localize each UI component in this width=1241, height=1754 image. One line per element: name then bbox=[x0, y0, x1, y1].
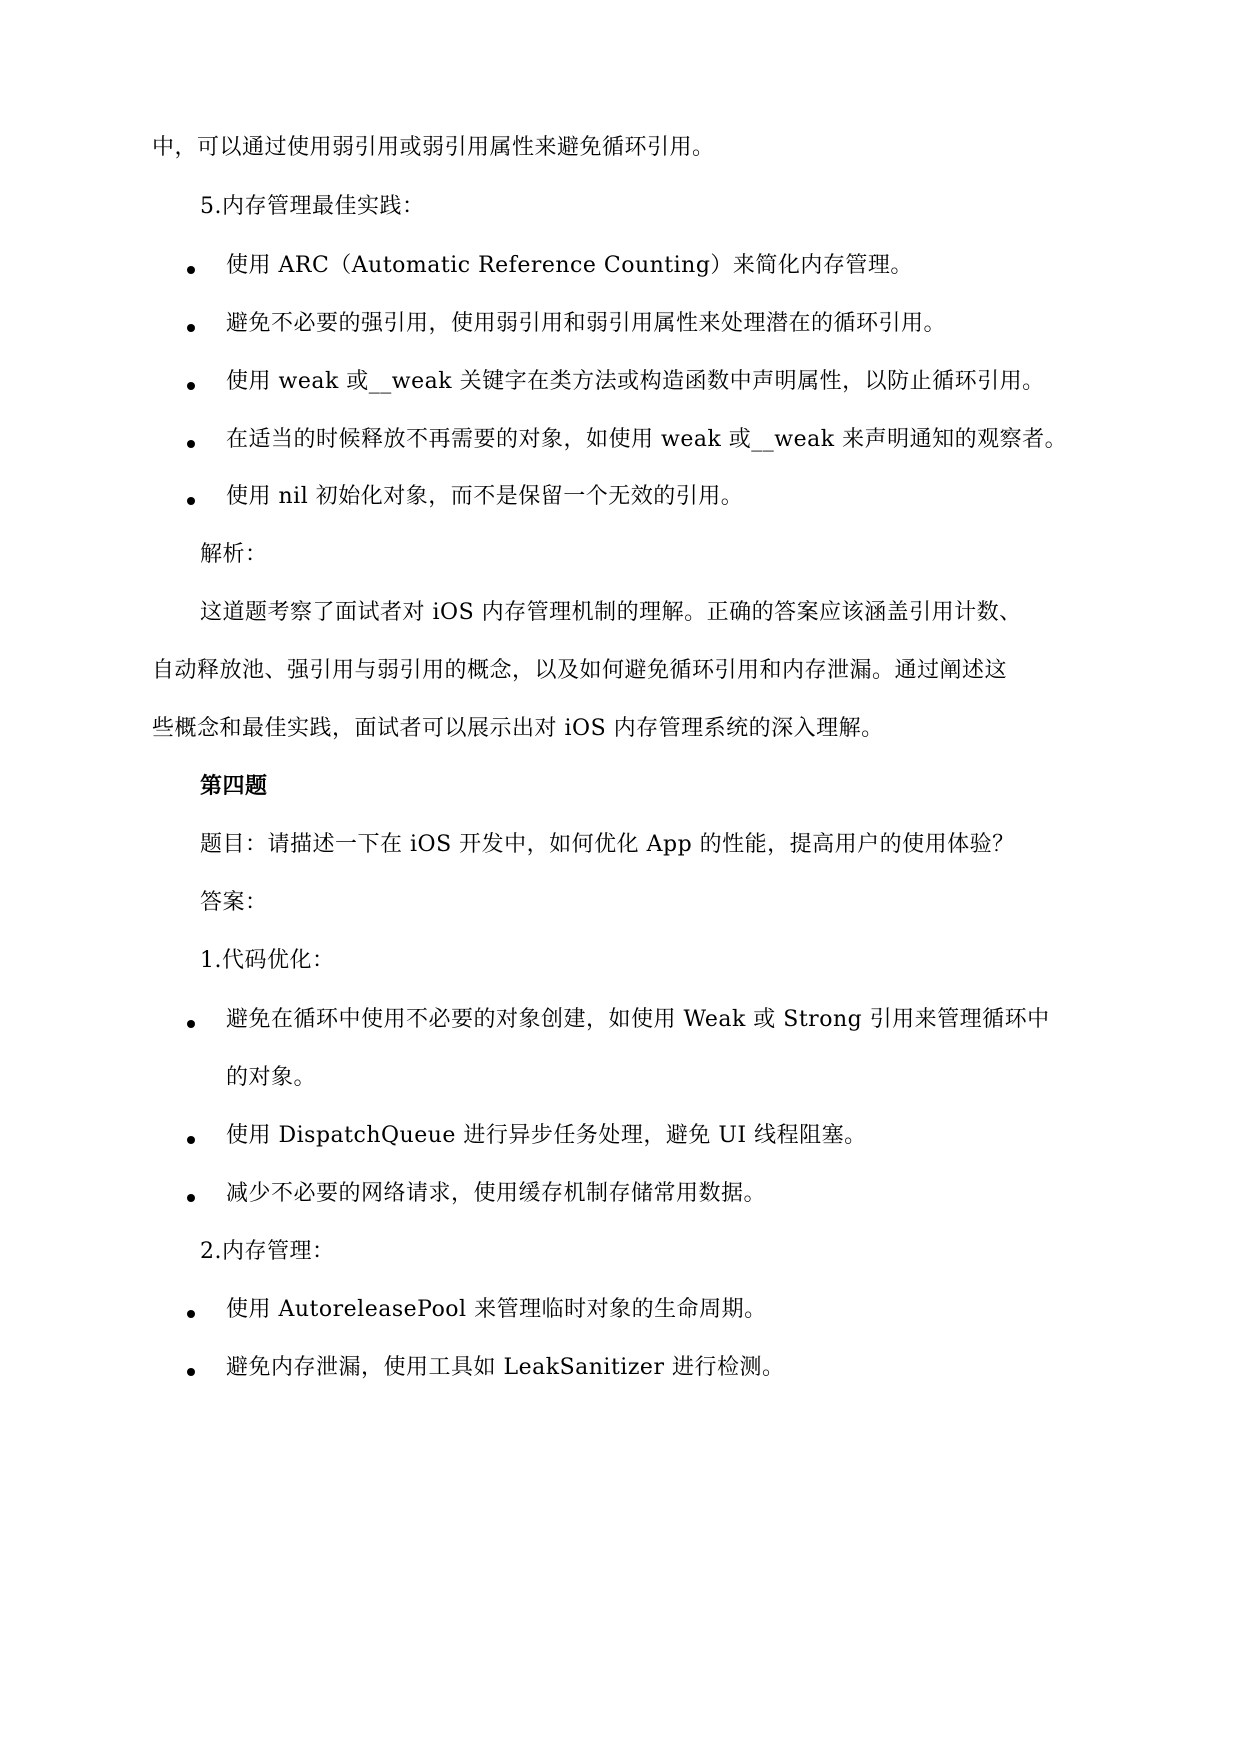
bullet-dot bbox=[187, 1020, 195, 1028]
answer-label: 答案： bbox=[200, 890, 268, 915]
item2-bullet-2: 避免内存泄漏，使用工具如 LeakSanitizer 进行检测。 bbox=[226, 1355, 785, 1380]
item2-bullet-1: 使用 AutoreleasePool 来管理临时对象的生命周期。 bbox=[226, 1297, 767, 1322]
bullet-dot bbox=[187, 1368, 195, 1376]
analysis-line-2: 自动释放池、强引用与弱引用的概念，以及如何避免循环引用和内存泄漏。通过阐述这 bbox=[152, 658, 1008, 683]
item1-bullet-3: 减少不必要的网络请求，使用缓存机制存储常用数据。 bbox=[226, 1181, 767, 1206]
analysis-line-1: 这道题考察了面试者对 iOS 内存管理机制的理解。正确的答案应该涵盖引用计数、 bbox=[200, 600, 1022, 625]
section5-bullet-3: 使用 weak 或__weak 关键字在类方法或构造函数中声明属性，以防止循环引用。 bbox=[226, 369, 1045, 394]
item1-bullet-1-line-2: 的对象。 bbox=[226, 1065, 317, 1090]
section5-bullet-4: 在适当的时候释放不再需要的对象，如使用 weak 或__weak 来声明通知的观察者。 bbox=[226, 427, 1068, 452]
bullet-dot bbox=[187, 497, 195, 505]
question4-heading: 第四题 bbox=[200, 774, 268, 799]
analysis-label: 解析： bbox=[200, 542, 268, 567]
item1-bullet-1-line-1: 避免在循环中使用不必要的对象创建，如使用 Weak 或 Strong 引用来管理循环中 bbox=[226, 1007, 1050, 1032]
section5-title: 5.内存管理最佳实践： bbox=[200, 194, 425, 219]
section5-bullet-2: 避免不必要的强引用，使用弱引用和弱引用属性来处理潜在的循环引用。 bbox=[226, 311, 947, 336]
question4-text: 题目：请描述一下在 iOS 开发中，如何优化 App 的性能，提高用户的使用体验？ bbox=[200, 832, 1015, 857]
bullet-dot bbox=[187, 1194, 195, 1202]
section5-bullet-1: 使用 ARC（Automatic Reference Counting）来简化内存管理。 bbox=[226, 253, 913, 278]
analysis-line-3: 些概念和最佳实践，面试者可以展示出对 iOS 内存管理系统的深入理解。 bbox=[152, 716, 884, 741]
bullet-dot bbox=[187, 324, 195, 332]
section5-bullet-5: 使用 nil 初始化对象，而不是保留一个无效的引用。 bbox=[226, 484, 744, 509]
bullet-dot bbox=[187, 382, 195, 390]
bullet-dot bbox=[187, 266, 195, 274]
bullet-dot bbox=[187, 1310, 195, 1318]
item2-title: 2.内存管理： bbox=[200, 1239, 335, 1264]
bullet-dot bbox=[187, 440, 195, 448]
item1-title: 1.代码优化： bbox=[200, 948, 335, 973]
bullet-dot bbox=[187, 1136, 195, 1144]
paragraph-continuation: 中，可以通过使用弱引用或弱引用属性来避免循环引用。 bbox=[152, 135, 715, 160]
item1-bullet-2: 使用 DispatchQueue 进行异步任务处理，避免 UI 线程阻塞。 bbox=[226, 1123, 867, 1148]
